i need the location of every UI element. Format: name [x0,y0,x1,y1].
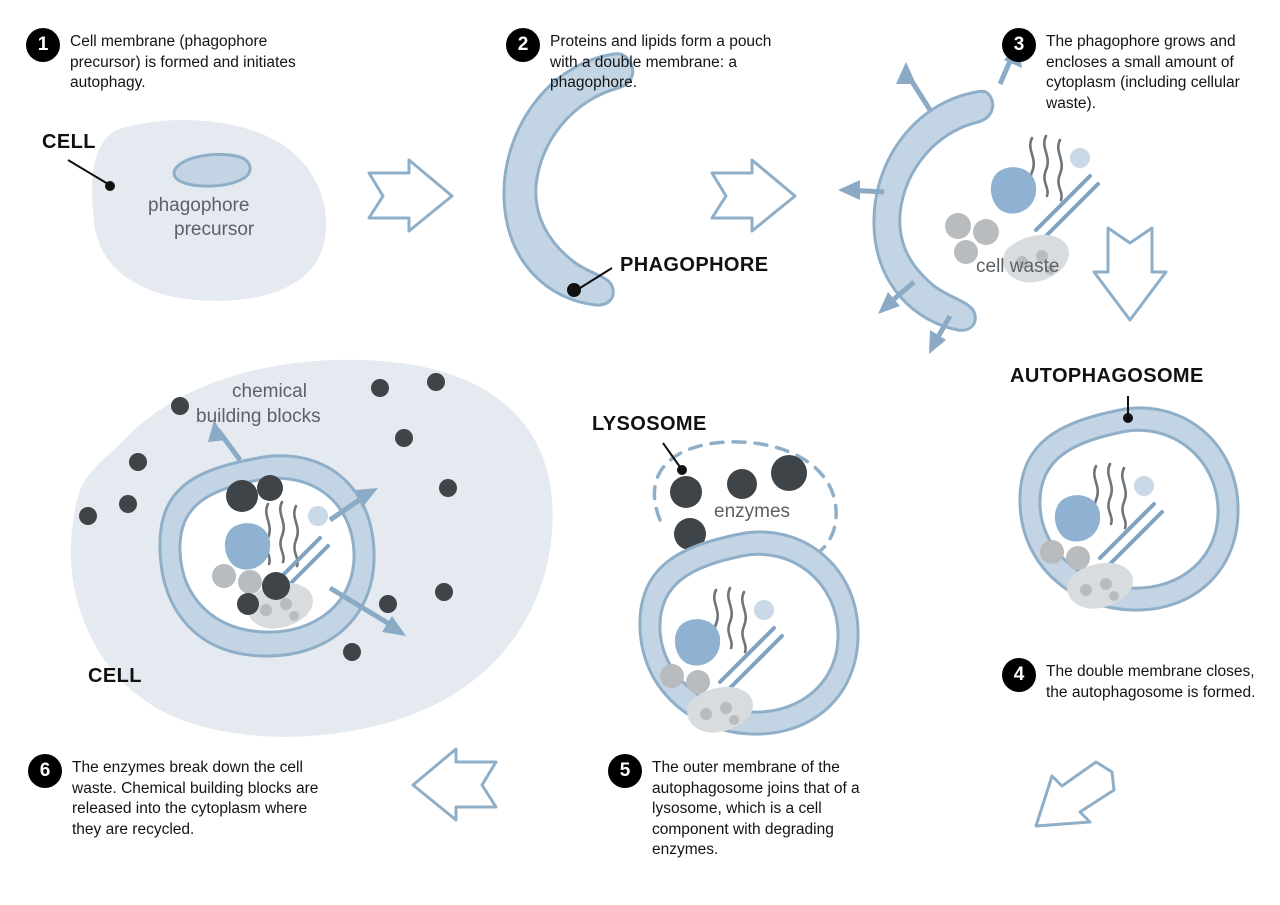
step-5-text: The outer membrane of the autophagosome joins that of a lysosome, which is a cell component with degrading enzymes. [652,759,860,859]
label-lysosome: LYSOSOME [592,413,707,435]
label-phagophore-precursor-line1: phagophore [148,195,250,216]
step-6-text: The enzymes break down the cell waste. Chemical building blocks are released into the cytoplasm where they are recycled. [72,759,319,838]
step-1-badge: 1 [26,28,60,62]
step-6-badge: 6 [28,754,62,788]
label-enzymes: enzymes [714,501,791,522]
step-6 [28,754,328,840]
label-building-blocks-line2: building blocks [196,406,321,427]
label-phagophore-precursor-line2: precursor [174,219,255,240]
arrow-step5-to-step6 [413,749,496,820]
step-5-badge: 5 [608,754,642,788]
step3-phagophore [874,91,993,330]
step-2-badge: 2 [506,28,540,62]
label-cell-top: CELL [42,131,96,153]
step-4-text: The double membrane closes, the autophagosome is formed. [1046,663,1256,701]
label-autophagosome: AUTOPHAGOSOME [1010,365,1204,387]
label-cell-bottom: CELL [88,665,142,687]
step-3 [1002,28,1264,114]
arrow-step2-to-step3 [712,160,795,231]
step-4 [1002,658,1264,703]
step-1 [26,28,326,94]
lysosome-label-leader-line [663,443,687,475]
step-3-text: The phagophore grows and encloses a small amount of cytoplasm (including cellular waste). [1046,33,1240,112]
arrow-step3-to-step4 [1094,228,1166,320]
step-4-badge: 4 [1002,658,1036,692]
arrow-step1-to-step2 [369,160,452,231]
label-phagophore: PHAGOPHORE [620,254,769,276]
label-building-blocks-line1: chemical [232,381,307,402]
step-1-text: Cell membrane (phagophore precursor) is formed and initiates autophagy. [70,33,296,92]
label-cell-waste: cell waste [976,256,1060,277]
step-3-badge: 3 [1002,28,1036,62]
arrow-step4-to-step5 [1036,762,1114,826]
step-2-text: Proteins and lipids form a pouch with a double membrane: a phagophore. [550,33,772,92]
step-5 [608,754,908,861]
step-2 [506,28,796,94]
